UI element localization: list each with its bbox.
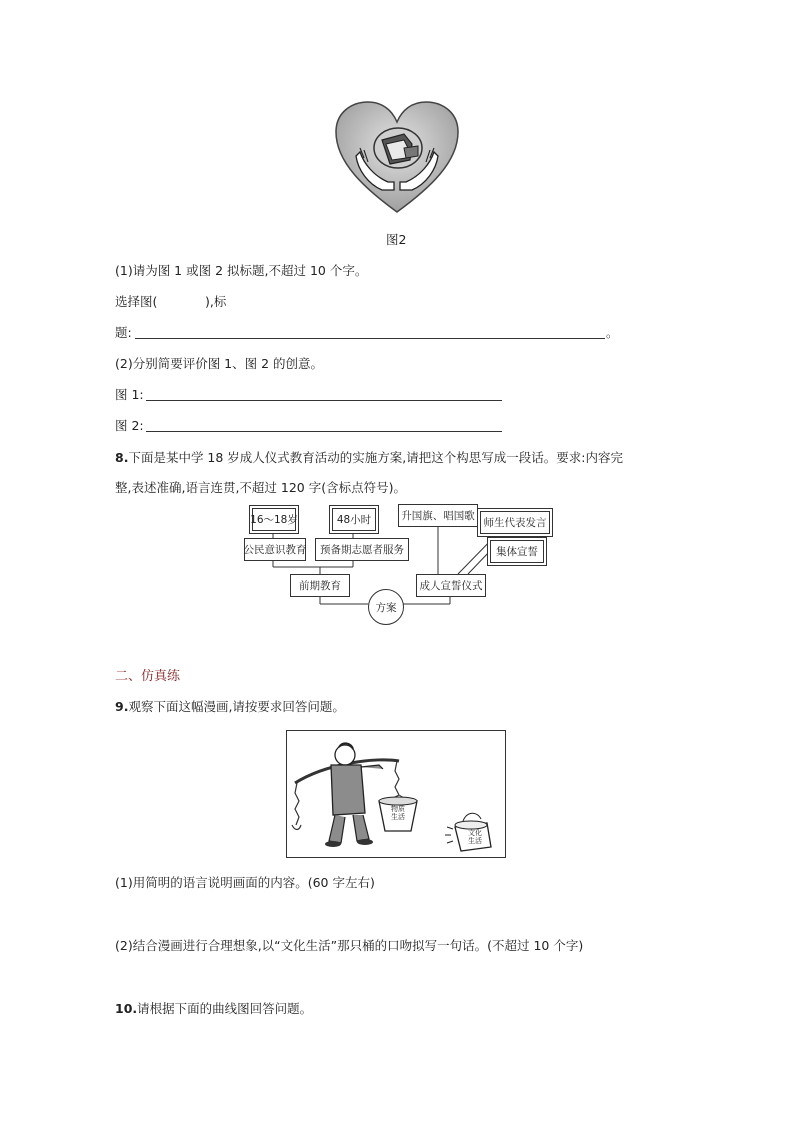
hours-box: 48小时 [332,508,376,531]
q8-text-line2: 整,表述准确,语言连贯,不超过 120 字(含标点符号)。 [115,480,406,495]
q9-text: 观察下面这幅漫画,请按要求回答问题。 [128,699,345,714]
plan-diagram [240,500,560,626]
q7-fig2-label: 图 2: [115,418,144,433]
ceremony-box: 成人宣誓仪式 [416,574,486,597]
q10-number: 10. [115,1001,138,1016]
fig2-answer-field[interactable] [146,431,502,432]
q7-title-end: 。 [606,325,619,340]
q10-text: 请根据下面的曲线图回答问题。 [137,1001,313,1016]
title-answer-field[interactable] [135,338,605,339]
q8-text-line1: 下面是某中学 18 岁成人仪式教育活动的实施方案,请把这个构思写成一段话。要求:内容完 [128,450,623,465]
q9-line [115,697,345,715]
q9-number: 9. [115,699,129,714]
q7-part2: (2)分别简要评价图 1、图 2 的创意。 [115,356,324,371]
q7-fig1-label: 图 1: [115,387,144,402]
heart-hands-helmet-icon [334,100,460,216]
plan-circle: 方案 [368,589,404,625]
material-bucket-label: 物质 生活 [391,805,405,821]
culture-bucket-label: 文化 生活 [468,829,482,845]
fig1-answer-field[interactable] [146,400,502,401]
figure2-illustration [334,100,460,216]
speech-box: 师生代表发言 [480,511,550,534]
figure2-caption: 图2 [386,232,407,247]
q9-part2: (2)结合漫画进行合理想象,以“文化生活”那只桶的口吻拟写一句话。(不超过 10 个字) [115,938,584,953]
section-title: 二、仿真练 [115,669,181,684]
volunteer-service-box: 预备期志愿者服务 [315,538,409,561]
q7-title-label: 题: [115,325,132,340]
q7-select-suffix: ),标 [205,294,227,309]
q10-line [115,999,312,1017]
oath-box: 集体宣誓 [490,540,544,563]
q8-line1 [115,448,623,466]
flag-anthem-box: 升国旗、唱国歌 [398,504,478,527]
early-education-box: 前期教育 [290,574,350,597]
q7-part1: (1)请为图 1 或图 2 拟标题,不超过 10 个字。 [115,263,368,278]
q9-part1: (1)用简明的语言说明画面的内容。(60 字左右) [115,875,375,890]
civic-education-box: 公民意识教育 [244,538,306,561]
cartoon-frame [286,730,506,858]
age-range-box: 16～18岁 [252,508,296,531]
q7-select-prefix: 选择图( [115,294,158,309]
q8-number: 8. [115,450,129,465]
